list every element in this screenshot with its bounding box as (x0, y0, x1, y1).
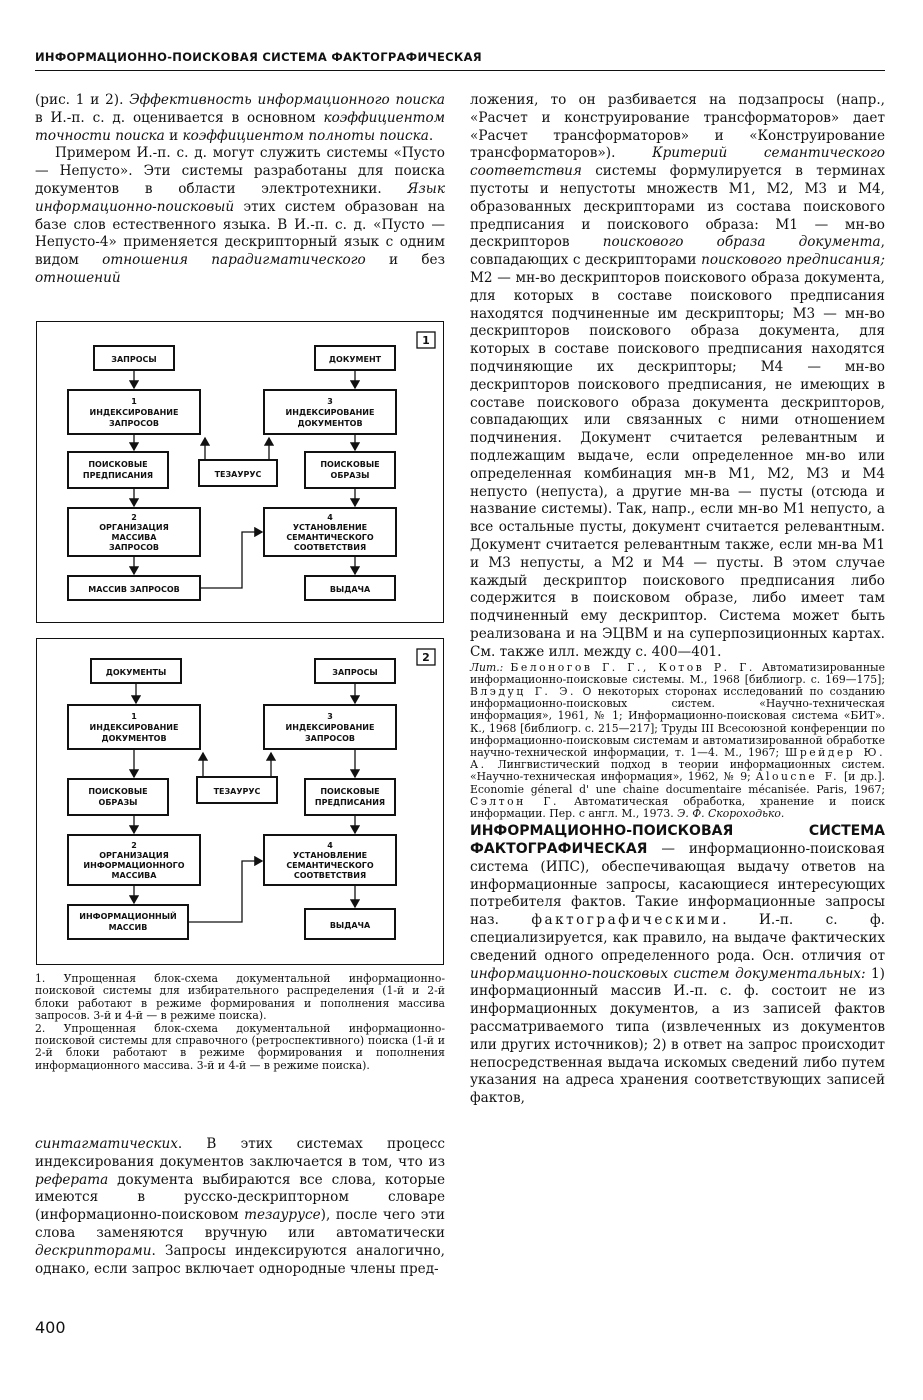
caption-2: 2. Упрощенная блок-схема документальной информационно-поисковой системы для справочного (ретроспективного) поиска (1-й и 2-й блоки работают в режиме формирования и пополнения информационного массива. 3-й и 4-й — в режиме поиска). (35, 1021, 445, 1072)
box1-line2: ЗАПРОСОВ (108, 419, 160, 428)
box4-line1: УСТАНОВЛЕНИЕ (292, 523, 368, 532)
left-column-bottom (35, 1136, 445, 1278)
diagram-number: 1 (422, 334, 430, 347)
box1-num: 1 (131, 712, 137, 721)
box3-line1: ИНДЕКСИРОВАНИЕ (285, 408, 375, 417)
box-thesaurus: ТЕЗАУРУС (214, 470, 262, 479)
diagram-2-svg (37, 639, 443, 964)
box3-line2: ЗАПРОСОВ (304, 734, 356, 743)
box3-num: 3 (327, 397, 333, 406)
box2-line2: МАССИВА (111, 533, 157, 542)
box3-line2: ДОКУМЕНТОВ (297, 419, 363, 428)
box-output: ВЫДАЧА (329, 921, 371, 930)
paragraph: (рис. 1 и 2). Эффективность информационного поиска в И.-п. с. д. оценивается в основном коэффициентом точности поиска и коэффициентом полноты поиска. (35, 92, 445, 144)
box1-line1: ИНДЕКСИРОВАНИЕ (89, 408, 179, 417)
box-array-1: ИНФОРМАЦИОННЫЙ (79, 912, 177, 921)
box2-line3: ЗАПРОСОВ (108, 543, 160, 552)
paragraph: ложения, то он разбивается на подзапросы (напр., «Расчет и конструирование трансформаторов» дает «Расчет трансформаторов» и «Конструирование трансформаторов»). Критерий семантического соответствия системы формулируется в терминах пустоты и непустоты множеств М1, М2, М3 и М4, образованных дескрипторами из состава поискового предписания и поискового образа: М1 — мн-во дескрипторов поискового образа документа, совпадающих с дескрипторами поискового предписания; М2 — мн-во дескрипторов поискового образа документа, для которых в составе поискового предписания находятся подчиненные им дескрипторы; М3 — мн-во дескрипторов поискового образа документа, для которых в составе поискового предписания находятся подчиняющие их дескрипторы; М4 — мн-во дескрипторов поискового предписания, не имеющих в составе поискового образа документа дескрипторов, совпадающих или связанных с ними отношением подчинения. Документ считается релевантным и подлежащим выдаче, если определенное мн-во или определенная комбинация мн-в М1, М2, М3 и М4 непусто (непуста), а другие мн-ва — пусты (отсюда и название системы). Так, напр., если мн-во М1 непусто, а все остальные пусты, документ считается релевантным. Документ считается релевантным также, если мн-ва М1 и М3 непусты, а М2 и М4 — пусты. В этом случае каждый дескриптор поискового предписания либо содержится в поисковом образе, либо имеет там подчиненный ему дескриптор. Система может быть реализована и на ЭЦВМ и на суперпозиционных картах. См. также илл. между с. 400—401. (470, 92, 886, 660)
box1-line2: ДОКУМЕНТОВ (101, 734, 167, 743)
box1-num: 1 (131, 397, 137, 406)
paragraph: Примером И.-п. с. д. могут служить системы «Пусто — Непусто». Эти системы разработаны для поиска документов в области электротехники. Язык информационно-поисковый этих систем образован на базе слов естественного языка. В И.-п. с. д. «Пусто — Непусто-4» применяется дескрипторный язык с одним видом отношения парадигматического и без отношений (35, 145, 445, 286)
diagram-1-svg (37, 322, 443, 622)
literature: Лит.: Белоногов Г. Г., Котов Р. Г. Автоматизированные информационно-поисковые системы. М., 1968 [библиогр. с. 169—175]; Влэдуц Г. Э. О некоторых сторонах исследований по созданию информационно-поисковых систем. «Научно-техническая информация», 1961, № 1; Информационно-поисковая система «БИТ». К., 1968 [библиогр. с. 215—217]; Труды III Всесоюзной конференции по информационно-поисковым системам и автоматизированной обработке научно-технической информации, т. 1—4. М., 1967; Шрейдер Ю. А. Лингвистический подход в теории информационных систем. «Научно-техническая информация», 1962, № 9; Aloucne F. [и др.]. Economie géneral d' une chaine documentaire mécanisée. Paris, 1967; Сэлтон Г. Автоматическая обработка, хранение и поиск информации. Пер. с англ. М., 1973. Э. Ф. Скороходько. (470, 660, 886, 820)
box-queries: ЗАПРОСЫ (332, 668, 378, 677)
box4-line2: СЕМАНТИЧЕСКОГО (286, 533, 374, 542)
box-prescr-1: ПОИСКОВЫЕ (320, 787, 380, 796)
box-prescr-2: ПРЕДПИСАНИЯ (82, 471, 154, 480)
box3-num: 3 (327, 712, 333, 721)
paragraph: синтагматических. В этих системах процесс индексирования документов заключается в том, что из реферата документа выбираются все слова, которые имеются в русско-дескрипторном словаре (информационно-поисковом тезаурусе), после чего эти слова заменяются вручную или автоматически дескрипторами. Запросы индексируются аналогично, однако, если запрос включает однородные члены пред- (35, 1136, 445, 1277)
box-document: ДОКУМЕНТ (328, 355, 382, 364)
box4-line2: СЕМАНТИЧЕСКОГО (286, 861, 374, 870)
box-output: ВЫДАЧА (329, 585, 371, 594)
box-array-2: МАССИВ (108, 923, 148, 932)
box-queries: ЗАПРОСЫ (111, 355, 157, 364)
box-images-1: ПОИСКОВЫЕ (88, 787, 148, 796)
diagram-2 (36, 638, 444, 965)
header-rule (35, 70, 885, 71)
box-images-2: ОБРАЗЫ (330, 471, 370, 480)
article-ips-factographic: ИНФОРМАЦИОННО-ПОИСКОВАЯ СИСТЕМА ФАКТОГРАФИЧЕСКАЯ — информационно-поисковая система (ИПС), обеспечивающая выдачу ответов на информационные запросы, касающиеся интересующих потребителя фактов. Такие информационные запросы наз. фактографическими. И.-п. с. ф. специализируется, как правило, на выдаче фактических сведений одного определенного рода. Осн. отличия от информационно-поисковых систем документальных: 1) информационный массив И.-п. с. ф. состоит не из информационных документов, а из записей фактов рассматриваемого типа (извлеченных из документов или других источников); 2) в ответ на запрос происходит непосредственная выдача искомых сведений либо путем указания на адреса хранения соответствующих записей фактов, (470, 823, 885, 1107)
box1-line1: ИНДЕКСИРОВАНИЕ (89, 723, 179, 732)
box2-line3: МАССИВА (111, 871, 157, 880)
right-column (470, 92, 885, 1108)
box4-line1: УСТАНОВЛЕНИЕ (292, 851, 368, 860)
diagram-1 (36, 321, 444, 623)
box-thesaurus: ТЕЗАУРУС (213, 787, 261, 796)
box4-line3: СООТВЕТСТВИЯ (293, 871, 367, 880)
box-images-1: ПОИСКОВЫЕ (320, 460, 380, 469)
box2-num: 2 (131, 513, 137, 522)
article-term: ИНФОРМАЦИОННО-ПОИСКОВАЯ СИСТЕМА ФАКТОГРАФИЧЕСКАЯ (470, 823, 885, 857)
box-prescr-1: ПОИСКОВЫЕ (88, 460, 148, 469)
box2-num: 2 (131, 841, 137, 850)
left-column-top (35, 92, 445, 288)
box4-num: 4 (327, 841, 333, 850)
box-query-array: МАССИВ ЗАПРОСОВ (88, 585, 180, 594)
box4-line3: СООТВЕТСТВИЯ (293, 543, 367, 552)
box-documents: ДОКУМЕНТЫ (105, 668, 167, 677)
box-prescr-2: ПРЕДПИСАНИЯ (314, 798, 386, 807)
box2-line2: ИНФОРМАЦИОННОГО (83, 861, 185, 870)
caption-1: 1. Упрощенная блок-схема документальной информационно-поисковой системы для избирательного распределения (1-й и 2-й блоки работают в режиме формирования и пополнения массива запросов. 3-й и 4-й — в режиме поиска). (35, 972, 445, 1023)
page-number: 400 (35, 1318, 66, 1337)
running-header: ИНФОРМАЦИОННО-ПОИСКОВАЯ СИСТЕМА ФАКТОГРАФИЧЕСКАЯ (35, 50, 482, 64)
box2-line1: ОРГАНИЗАЦИЯ (99, 851, 169, 860)
box2-line1: ОРГАНИЗАЦИЯ (99, 523, 169, 532)
box4-num: 4 (327, 513, 333, 522)
figure-captions (35, 973, 445, 1072)
box-images-2: ОБРАЗЫ (98, 798, 138, 807)
diagram-number: 2 (422, 651, 430, 664)
box3-line1: ИНДЕКСИРОВАНИЕ (285, 723, 375, 732)
